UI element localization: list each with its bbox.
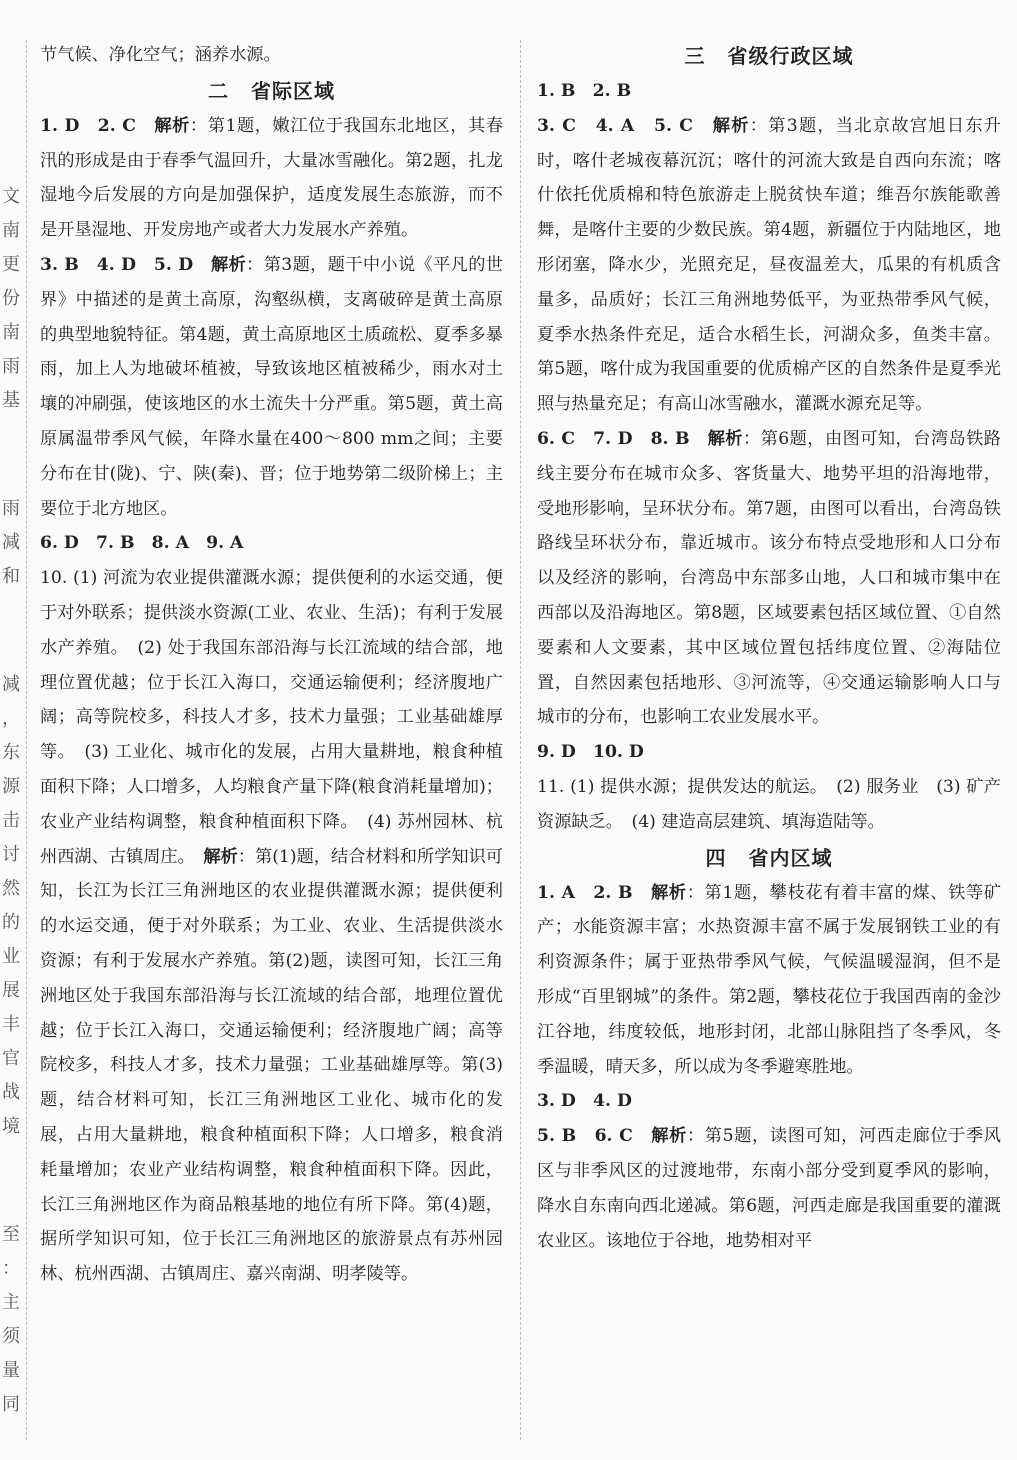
answer-paragraph bbox=[537, 735, 1001, 770]
answer-keys: 1. D 2. C bbox=[40, 115, 136, 136]
analysis-label: 解析 bbox=[651, 1126, 687, 1147]
answer-paragraph bbox=[40, 248, 503, 526]
margin-char: 减 bbox=[2, 674, 20, 695]
margin-char: 讨 bbox=[2, 844, 20, 865]
analysis-text: ：第5题，读图可知，河西走廊位于季风区与非季风区的过渡地带，东南小部分受到夏季风的影响，降水自东南向西北递减。第6题，河西走廊是我国重要的灌溉农业区。该地位于谷地，地势相对平 bbox=[537, 1126, 1001, 1251]
margin-char: 南 bbox=[2, 220, 20, 241]
analysis-text: ：第(1)题，结合材料和所学知识可知，长江为长江三角洲地区的农业提供灌溉水源；提供便利的水运交通，便于对外联系；为工业、农业、生活提供淡水资源；有利于发展水产养殖。第(2)题，读图可知，长江三角洲地区处于我国东部沿海与长江流域的结合部，地理位置优越；位于长江入海口，交通运输便利；经济腹地广阔；高等院校多，科技人才多，技术力量强；工业基础雄厚等。第(3)题，结合材料可知，长江三角洲地区工业化、城市化的发展，占用大量耕地，粮食种植面积下降；人口增多，粮食消耗量增加；农业产业结构调整，粮食种植面积下降。因此，长江三角洲地区作为商品粮基地的地位有所下降。第(4)题，据所学知识可知，位于长江三角洲地区的旅游景点有苏州园林、杭州西湖、古镇周庄、嘉兴南湖、明孝陵等。 bbox=[40, 846, 503, 1285]
column-divider bbox=[520, 40, 521, 1440]
margin-char: ， bbox=[2, 708, 20, 729]
analysis-text: ：第6题，由图可知，台湾岛铁路线主要分布在城市众多、客货量大、地势平坦的沿海地带，受地形影响，呈环状分布。第7题，由图可以看出，台湾岛铁路线呈环状分布，靠近城市。该分布特点受地形和人口分布以及经济的影响，台湾岛中东部多山地，人口和城市集中在西部以及沿海地区。第8题，区域要素包括区域位置、①自然要素和人文要素，其中区域位置包括纬度位置、②海陆位置，自然因素包括地形、③河流等，④交通运输影响人口与城市的分布，也影响工农业发展水平。 bbox=[537, 428, 1001, 728]
left-margin-fragment bbox=[0, 0, 22, 1460]
analysis-text: ：第3题，当北京故宫旭日东升时，喀什老城夜幕沉沉；喀什的河流大致是自西向东流；喀什依托优质棉和特色旅游走上脱贫快车道；维吾尔族能歌善舞，是喀什主要的少数民族。第4题，新疆位于内陆地区，地形闭塞，降水少，光照充足，昼夜温差大，瓜果的有机质含量多，品质好；长江三角洲地势低平，为亚热带季风气候，夏季水热条件充足，适合水稻生长，河湖众多，鱼类丰富。第5题，喀什成为我国重要的优质棉产区的自然条件是夏季光照与热量充足；有高山冰雪融水，灌溉水源充足等。 bbox=[537, 115, 1001, 415]
margin-char: 和 bbox=[2, 566, 20, 587]
margin-dashed-line bbox=[26, 40, 27, 1440]
margin-char: 主 bbox=[2, 1292, 20, 1313]
answer-keys: 5. B 6. C bbox=[537, 1126, 633, 1147]
margin-char: 文 bbox=[2, 186, 20, 207]
margin-char: 业 bbox=[2, 946, 20, 967]
analysis-label: 解析 bbox=[712, 115, 750, 136]
answer-paragraph bbox=[40, 109, 503, 248]
margin-char: 南 bbox=[2, 322, 20, 343]
answer-keys: 1. B 2. B bbox=[537, 81, 632, 101]
analysis-label: 解析 bbox=[203, 846, 238, 867]
answer-text: 10. (1) 河流为农业提供灌溉水源；提供便利的水运交通，便于对外联系；提供淡水资源(工业、农业、生活)；有利于发展水产养殖。 (2) 处于我国东部沿海与长江流域的结合部，地理位置优越；位于长江入海口，交通运输便利；经济腹地广阔；高等院校多，科技人才多，技术力量强；工业基础雄厚等。 (3) 工业化、城市化的发展，占用大量耕地，粮食种植面积下降；人口增多，人均粮食产量下降(粮食消耗量增加)；农业产业结构调整，粮食种植面积下降。 (4) 苏州园林、杭州西湖、古镇周庄。 bbox=[40, 568, 503, 867]
analysis-text: ：第3题，题干中小说《平凡的世界》中描述的是黄土高原，沟壑纵横，支离破碎是黄土高原的典型地貌特征。第4题，黄土高原地区土质疏松、夏季多暴雨，加上人为地破坏植被，导致该地区植被稀少，雨水对土壤的冲刷强，使该地区的水土流失十分严重。第5题，黄土高原属温带季风气候，年降水量在400～800 mm之间；主要分布在甘(陇)、宁、陕(秦)、晋；位于地势第二级阶梯上；主要位于北方地区。 bbox=[40, 254, 503, 519]
margin-char: 东 bbox=[2, 742, 20, 763]
answer-paragraph bbox=[537, 876, 1001, 1085]
answer-paragraph bbox=[537, 1119, 1001, 1258]
margin-char: 的 bbox=[2, 912, 20, 933]
margin-char: 同 bbox=[2, 1394, 20, 1415]
margin-char: ： bbox=[2, 1258, 20, 1279]
margin-char: 至 bbox=[2, 1224, 20, 1245]
analysis-label: 解析 bbox=[651, 882, 687, 903]
answer-keys: 3. B 4. D 5. D bbox=[40, 254, 194, 275]
answer-paragraph bbox=[537, 109, 1001, 422]
answer-paragraph bbox=[537, 1084, 1001, 1119]
margin-char: 境 bbox=[2, 1116, 20, 1137]
answer-keys: 3. C 4. A 5. C bbox=[537, 115, 693, 136]
section-heading-2: 二 省际区域 bbox=[208, 78, 335, 103]
margin-char: 须 bbox=[2, 1326, 20, 1347]
answer-keys: 6. D 7. B 8. A 9. A bbox=[40, 533, 244, 554]
margin-char: 更 bbox=[2, 254, 20, 275]
margin-char: 战 bbox=[2, 1082, 20, 1103]
answer-paragraph bbox=[40, 561, 503, 1292]
section-heading-3: 三 省级行政区域 bbox=[684, 44, 854, 68]
answer-paragraph bbox=[537, 422, 1001, 735]
answer-keys: 9. D 10. D bbox=[537, 742, 644, 763]
analysis-label: 解析 bbox=[211, 254, 247, 275]
analysis-text: ：第1题，攀枝花有着丰富的煤、铁等矿产；水能资源丰富；水热资源丰富不属于发展钢铁工业的有利资源条件；属于亚热带季风气候，气候温暖湿润，但不是形成“百里钢城”的条件。第2题，攀枝花位于我国西南的金沙江谷地，纬度较低，地形封闭，北部山脉阻挡了冬季风，冬季温暖，晴天多，所以成为冬季避寒胜地。 bbox=[537, 882, 1001, 1077]
answer-keys: 6. C 7. D 8. B bbox=[537, 428, 690, 449]
margin-char: 减 bbox=[2, 532, 20, 553]
analysis-label: 解析 bbox=[154, 115, 190, 136]
section-heading-4: 四 省内区域 bbox=[705, 845, 833, 870]
margin-char: 展 bbox=[2, 980, 20, 1001]
margin-char: 丰 bbox=[2, 1014, 20, 1035]
margin-char: 份 bbox=[2, 288, 20, 309]
margin-char: 击 bbox=[2, 810, 20, 831]
analysis-text: ：第1题，嫩江位于我国东北地区，其春汛的形成是由于春季气温回升，大量冰雪融化。第2题，扎龙湿地今后发展的方向是加强保护，适度发展生态旅游，而不是开垦湿地、开发房地产或者大力发展水产养殖。 bbox=[40, 115, 504, 241]
margin-char: 雨 bbox=[2, 498, 20, 519]
analysis-label: 解析 bbox=[707, 428, 743, 449]
margin-char: 然 bbox=[2, 878, 20, 899]
margin-char: 雨 bbox=[2, 356, 20, 377]
margin-char: 量 bbox=[2, 1360, 20, 1381]
margin-char: 源 bbox=[2, 776, 20, 797]
answer-keys: 1. A 2. B bbox=[537, 882, 633, 903]
left-column bbox=[40, 38, 503, 1292]
answer-text: 11. (1) 提供水源；提供发达的航运。 (2) 服务业 (3) 矿产资源缺乏。 (4) 建造高层建筑、填海造陆等。 bbox=[537, 776, 1001, 832]
margin-char: 官 bbox=[2, 1048, 20, 1069]
right-column bbox=[537, 38, 1001, 1258]
margin-char: 基 bbox=[2, 390, 20, 411]
answer-paragraph bbox=[40, 526, 503, 561]
answer-keys: 3. D 4. D bbox=[537, 1091, 632, 1112]
answer-paragraph bbox=[537, 74, 1001, 109]
answer-paragraph bbox=[537, 770, 1001, 840]
paragraph: 节气候、净化空气；涵养水源。 bbox=[40, 45, 281, 65]
